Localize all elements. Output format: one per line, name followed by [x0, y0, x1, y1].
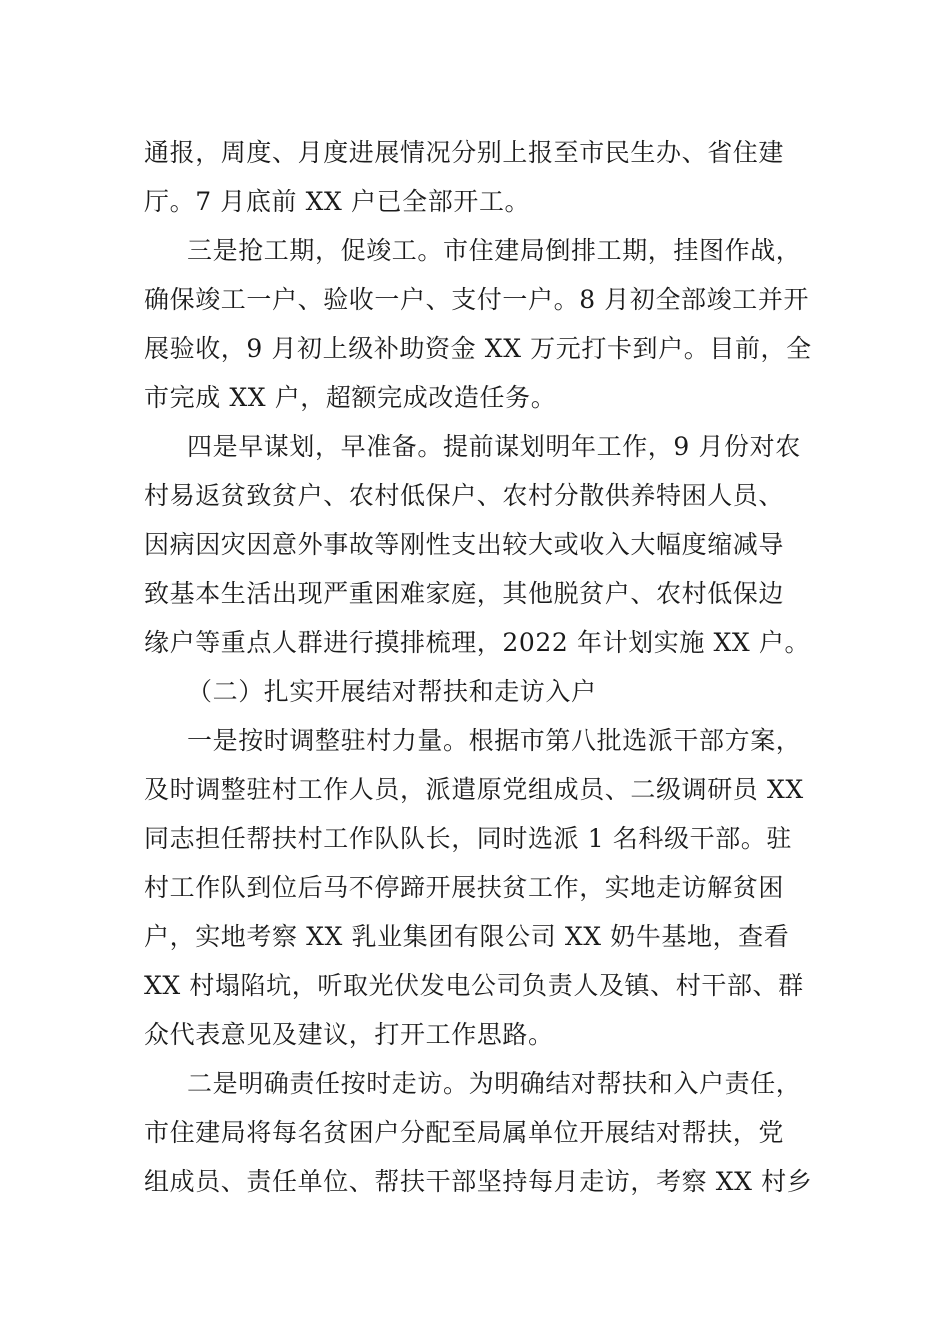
text-line: 同志担任帮扶村工作队队长，同时选派 1 名科级干部。驻 [144, 824, 793, 853]
text-line: 致基本生活出现严重困难家庭，其他脱贫户、农村低保边 [144, 579, 785, 608]
text-line: 展验收，9 月初上级补助资金 XX 万元打卡到户。目前，全 [144, 334, 812, 363]
paragraph-2 [144, 226, 820, 422]
text-line: 确保竣工一户、验收一户、支付一户。8 月初全部竣工并开 [144, 285, 810, 314]
text-line: 一是按时调整驻村力量。根据市第八批选派干部方案， [187, 726, 802, 755]
text-line: 众代表意见及建议，打开工作思路。 [144, 1020, 554, 1049]
text-line: 四是早谋划，早准备。提前谋划明年工作，9 月份对农 [187, 432, 801, 461]
text-line: 二是明确责任按时走访。为明确结对帮扶和入户责任， [187, 1069, 802, 1098]
section-heading [144, 667, 820, 716]
heading-line: （二）扎实开展结对帮扶和走访入户 [187, 677, 597, 706]
text-line: 及时调整驻村工作人员，派遣原党组成员、二级调研员 XX [144, 775, 804, 804]
text-line: 三是抢工期，促竣工。市住建局倒排工期，挂图作战， [187, 236, 802, 265]
text-line: 因病因灾因意外事故等刚性支出较大或收入大幅度缩减导 [144, 530, 785, 559]
paragraph-1 [144, 128, 820, 226]
document-body [144, 128, 820, 1206]
text-line: 组成员、责任单位、帮扶干部坚持每月走访，考察 XX 村乡 [144, 1167, 813, 1196]
text-line: 市完成 XX 户，超额完成改造任务。 [144, 383, 557, 412]
paragraph-5 [144, 716, 820, 1059]
text-line: 户，实地考察 XX 乳业集团有限公司 XX 奶牛基地，查看 [144, 922, 790, 951]
text-line: XX 村塌陷坑，听取光伏发电公司负责人及镇、村干部、群 [144, 971, 804, 1000]
text-line: 厅。7 月底前 XX 户已全部开工。 [144, 187, 531, 216]
text-line: 市住建局将每名贫困户分配至局属单位开展结对帮扶，党 [144, 1118, 785, 1147]
paragraph-3 [144, 422, 820, 667]
text-line: 村易返贫致贫户、农村低保户、农村分散供养特困人员、 [144, 481, 785, 510]
text-line: 通报，周度、月度进展情况分别上报至市民生办、省住建 [144, 138, 785, 167]
text-line: 缘户等重点人群进行摸排梳理，2022 年计划实施 XX 户。 [144, 628, 811, 657]
paragraph-6 [144, 1059, 820, 1206]
text-line: 村工作队到位后马不停蹄开展扶贫工作，实地走访解贫困 [144, 873, 785, 902]
